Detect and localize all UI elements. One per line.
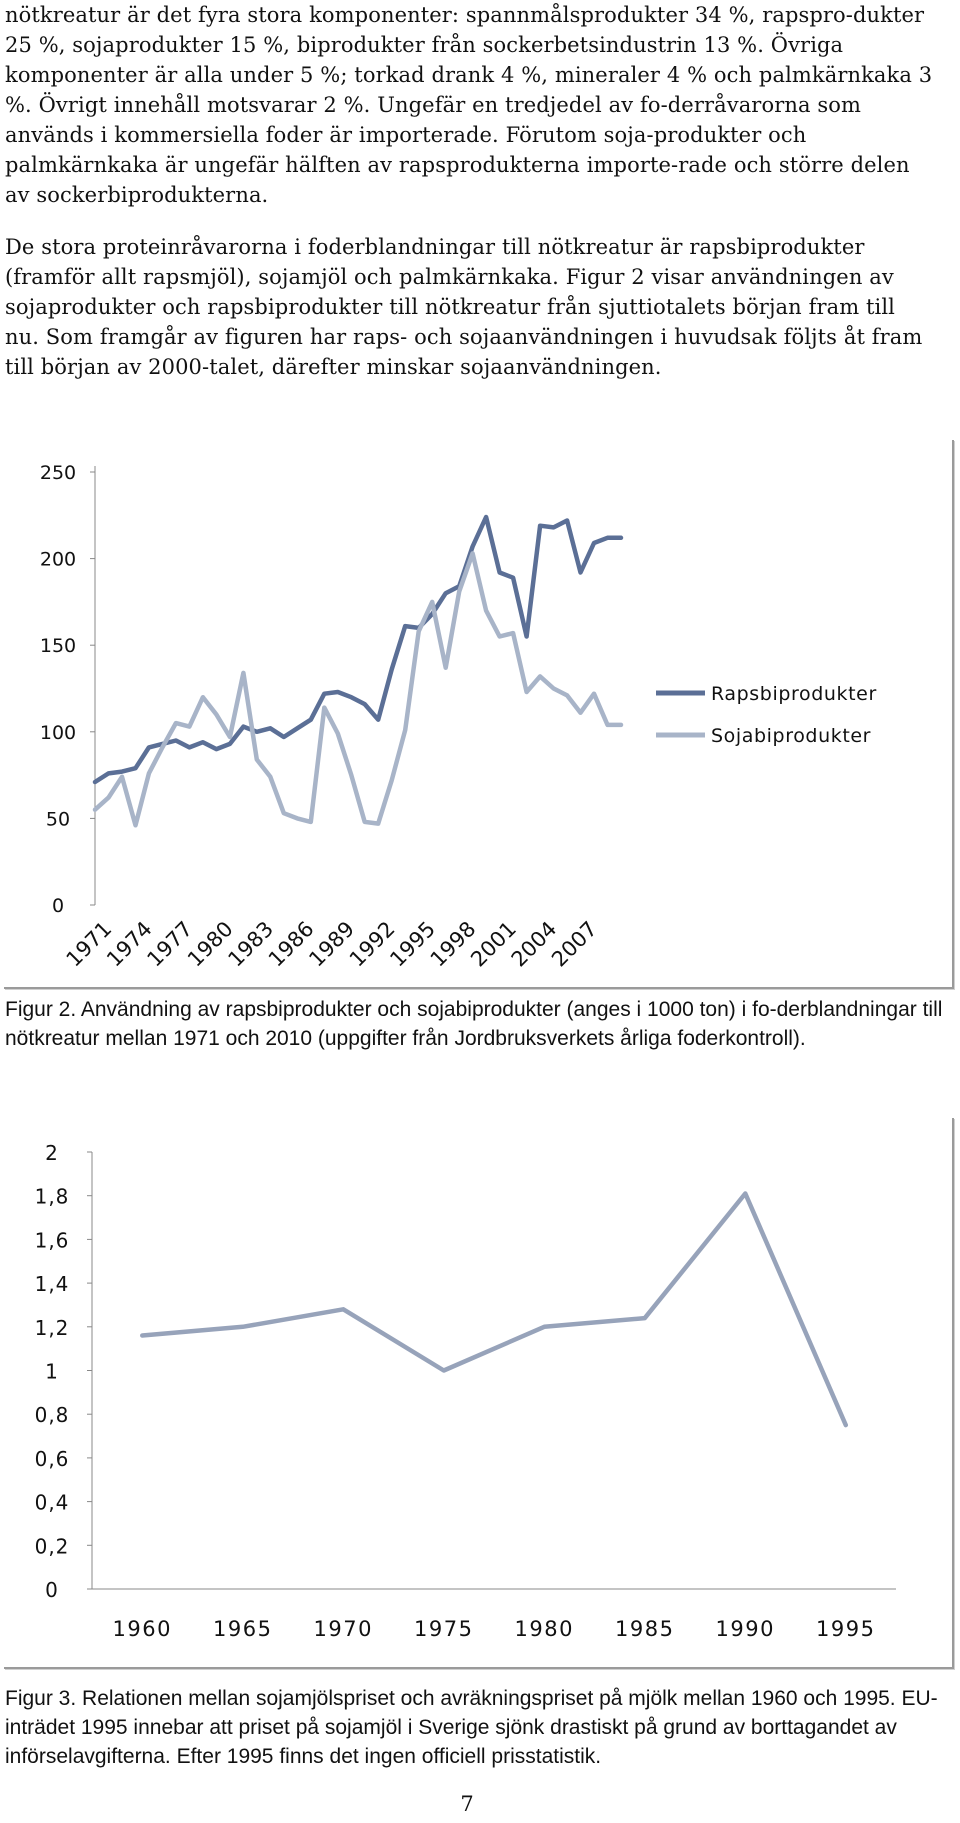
- x-tick-label: 1977: [142, 916, 198, 972]
- y-tick-label: 1,4: [34, 1272, 70, 1297]
- y-tick-label: 1,2: [34, 1315, 70, 1340]
- figure-2-chart: [4, 440, 954, 989]
- figure-3-chart: [4, 1118, 954, 1669]
- y-tick-label: 1,8: [34, 1184, 70, 1209]
- y-tick-label: 0,2: [34, 1534, 70, 1559]
- series-line-rapsbiprodukter: [95, 517, 621, 782]
- y-tick-label: 0: [51, 895, 65, 917]
- x-tick-label: 1960: [112, 1617, 172, 1641]
- y-tick-label: 150: [39, 635, 77, 658]
- x-tick-label: 1989: [304, 916, 360, 972]
- x-tick-label: 1985: [615, 1617, 675, 1641]
- y-tick-label: 200: [39, 548, 77, 571]
- x-tick-label: 1980: [514, 1617, 574, 1641]
- y-tick-label: 100: [39, 721, 77, 744]
- legend-label-sojabiprodukter: Sojabiprodukter: [711, 725, 872, 747]
- figure-2-line-chart: [4, 440, 952, 987]
- x-tick-label: 2004: [506, 916, 562, 972]
- y-tick-label: 0,4: [34, 1490, 70, 1515]
- x-tick-label: 1995: [816, 1617, 876, 1641]
- figure-2-caption: Figur 2. Användning av rapsbiprodukter och sojabiprodukter (anges i 1000 ton) i fo-derblandningar till nötkreatur mellan 1971 och 2010 (uppgifter från Jordbruksverkets årliga foderkontroll).: [5, 998, 943, 1050]
- series-line-sojabiprodukter: [95, 553, 621, 825]
- figure-3-line-chart: [4, 1118, 952, 1667]
- x-tick-label: 1998: [425, 916, 481, 972]
- y-tick-label: 0: [45, 1578, 59, 1602]
- x-tick-label: 1992: [344, 916, 400, 972]
- figure-3-caption: Figur 3. Relationen mellan sojamjölspriset och avräkningspriset på mjölk mellan 1960 och 1995. EU-inträdet 1995 innebar att priset på sojamjöl i Sverige sjönk drastiskt på grund av borttagandet av införselavgifterna. Efter 1995 finns det ingen officiell prisstatistik.: [5, 1687, 938, 1768]
- y-tick-label: 1,6: [34, 1228, 70, 1253]
- x-tick-label: 1975: [414, 1617, 474, 1641]
- x-tick-label: 2001: [466, 916, 521, 972]
- y-tick-label: 1: [45, 1359, 59, 1384]
- page-number: 7: [460, 1792, 474, 1816]
- x-tick-label: 1965: [213, 1617, 273, 1641]
- paragraph-protein-raw-materials: De stora proteinråvarorna i foderblandningar till nötkreatur är rapsbiprodukter (framför allt rapsmjöl), sojamjöl och palmkärnkaka. Figur 2 visar användningen av sojaprodukter och rapsbiprodukter till nötkreatur från sjuttiotalets början fram till nu. Som framgår av figuren har raps- och sojaanvändningen i huvudsak följts åt fram till början av 2000-talet, därefter minskar sojaanvändningen.: [5, 235, 923, 379]
- y-tick-label: 0,6: [34, 1446, 70, 1471]
- x-tick-label: 1986: [263, 916, 319, 972]
- y-tick-label: 0,8: [34, 1403, 70, 1428]
- x-tick-label: 1971: [61, 916, 117, 972]
- x-tick-label: 1995: [385, 916, 441, 972]
- y-tick-label: 250: [39, 462, 77, 484]
- x-tick-label: 1980: [182, 916, 238, 972]
- y-tick-label: 50: [45, 808, 71, 831]
- paragraph-feed-components: nötkreatur är det fyra stora komponenter: spannmålsprodukter 34 %, rapspro-dukter 25 %, sojaprodukter 15 %, biprodukter från sockerbetsindustrin 13 %. Övriga komponenter är alla under 5 %; torkad drank 4 %, mineraler 4 % och palmkärnkaka 3 %. Övrigt innehåll motsvarar 2 %. Ungefär en tredjedel av fo-derråvarorna som används i kommersiella foder är importerade. Förutom soja-produkter och palmkärnkaka är ungefär hälften av rapsprodukterna importe-rade och större delen av sockerbiprodukterna.: [5, 3, 933, 207]
- legend-label-rapsbiprodukter: Rapsbiprodukter: [711, 683, 877, 705]
- x-tick-label: 1983: [223, 916, 279, 972]
- x-tick-label: 1990: [715, 1617, 775, 1641]
- x-tick-label: 2007: [547, 916, 602, 972]
- series-line-price-ratio: [142, 1194, 846, 1426]
- y-tick-label: 2: [45, 1141, 59, 1165]
- x-tick-label: 1974: [102, 916, 157, 972]
- x-tick-label: 1970: [313, 1617, 373, 1641]
